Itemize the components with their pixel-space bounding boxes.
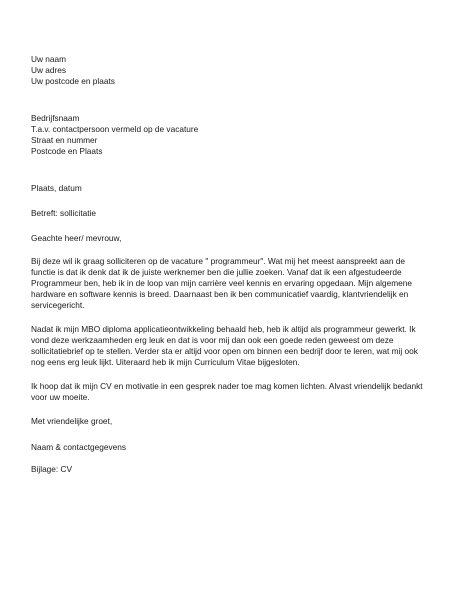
body-paragraph-2 (31, 324, 431, 368)
recipient-attention: T.a.v. contactpersoon vermeld op de vacature (31, 124, 199, 134)
body-paragraph-3 (31, 381, 426, 403)
signature (31, 442, 426, 453)
enclosure (31, 464, 426, 475)
salutation-text: Geachte heer/ mevrouw, (31, 233, 122, 243)
place-date (31, 183, 426, 194)
paragraph-text: Bij deze wil ik graag solliciteren op de vacature " programmeur". Wat mij het meest aanspreekt aan de functie is dat ik denk dat ik de juiste werknemer ben die jullie zoeken. Vanaf dat ik een afgestudeerde Programmeur ben, heb ik in de loop van mijn carrière veel kennis en ervaring opgedaan. Mijn algemene hardware en software kennis is breed. Daarnaast ben ik ben communicatief vaardig, klantvriendelijk en servicegericht. (31, 256, 412, 310)
closing-text: Met vriendelijke groet, (31, 416, 113, 426)
sender-postcode-city: Uw postcode en plaats (31, 76, 115, 86)
subject-text: Betreft: sollicitatie (31, 208, 97, 218)
sender-address (31, 54, 426, 87)
place-date-text: Plaats, datum (31, 183, 82, 193)
paragraph-text: Nadat ik mijn MBO diploma applicatieontwikkeling behaald heb, heb ik altijd als programmeur gewerkt. Ik vond deze werkzaamheden erg leuk en dat is voor mij dan ook een goede reden geweest om deze sollicitatiebrief op te stellen. Verder sta er altijd voor open om binnen een bedrijf door te leren, wat mij ook nog eens erg leuk lijkt. Uiteraard heb ik mijn Curriculum Vitae bijgesloten. (31, 324, 418, 367)
recipient-street: Straat en nummer (31, 135, 98, 145)
subject-line (31, 208, 426, 219)
body-paragraph-1 (31, 256, 431, 311)
recipient-address (31, 113, 426, 157)
closing (31, 416, 426, 427)
enclosure-text: Bijlage: CV (31, 464, 73, 474)
recipient-postcode-city: Postcode en Plaats (31, 146, 103, 156)
salutation (31, 233, 426, 244)
sender-street: Uw adres (31, 65, 67, 75)
recipient-company: Bedrijfsnaam (31, 113, 80, 123)
signature-text: Naam & contactgegevens (31, 442, 127, 452)
sender-name: Uw naam (31, 54, 67, 64)
paragraph-text: Ik hoop dat ik mijn CV en motivatie in een gesprek nader toe mag komen lichten. Alvast vriendelijk bedankt voor uw moeite. (31, 381, 423, 402)
